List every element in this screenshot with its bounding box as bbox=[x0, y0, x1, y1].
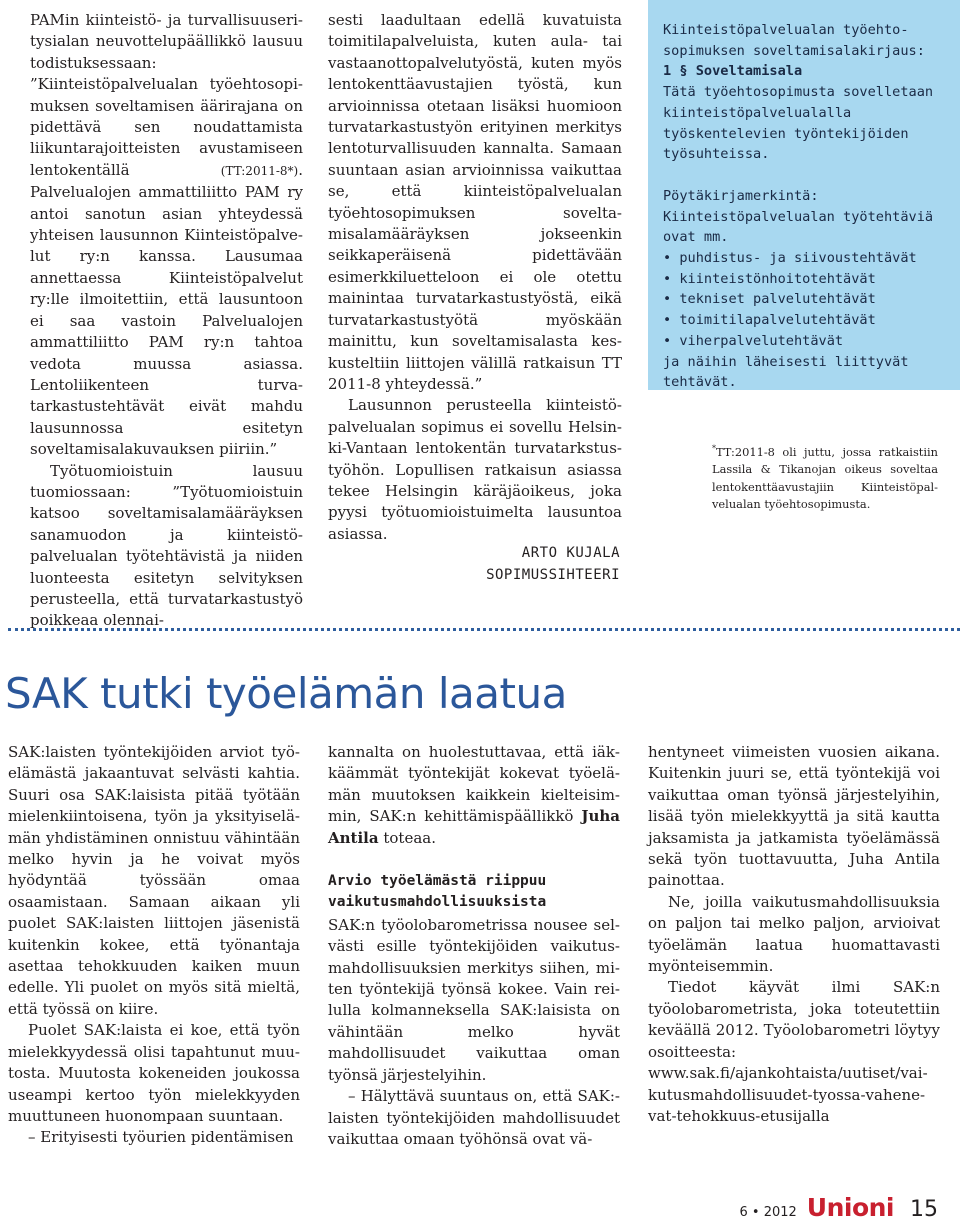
list-item: • toimitilapalvelutehtävät bbox=[663, 310, 946, 331]
sidebar-note-label: Pöytäkirjamerkintä: bbox=[663, 187, 819, 204]
footnote-mark: * bbox=[712, 444, 716, 453]
page-number: 15 bbox=[910, 1197, 938, 1222]
article-col3-paragraph-3: Tiedot käyvät ilmi SAK:n työolobarometrista, joka toteutettiin keväällä 2012. Työolobarometri löytyy osoitteesta: www.sak.fi/ajankohtaista/uutiset/vaikutusmahdollisuudet-tyossa-vahenevat-tehokkuus-etusijalla bbox=[648, 978, 940, 1125]
article-subheading: Arvio työelämästä riippuu vaikutusmahdollisuuksista bbox=[328, 873, 547, 911]
sidebar-box bbox=[648, 0, 960, 390]
author-name: ARTO KUJALA bbox=[521, 545, 620, 561]
article-col1-paragraph-3: – Erityisesti työurien pidentämisen bbox=[28, 1128, 294, 1147]
top-column-1 bbox=[30, 10, 303, 632]
top-column-2 bbox=[328, 10, 622, 545]
sidebar-note-text: Kiinteistöpalvelualan työtehtäviä ovat mm. bbox=[663, 208, 934, 246]
list-item: • tekniset palvelutehtävät bbox=[663, 289, 946, 310]
article-col1-paragraph-1: SAK:laisten työntekijöiden arviot työelämästä jakaantuvat selvästi kahtia. Suuri osa SAK:laisista pitää työtään mielenkiintoisena, työn ja yksityiselämän yhdistäminen onnistuu vähintään melko hyvin ja he voivat myös hyödyntää työssään omaa osaamistaan. Samaan aikaan yli puolet SAK:laisten liittojen jäsenistä kuitenkin kokee, että työnantaja asettaa tehokkuuden kaiken muun edelle. Yli puolet on myös sitä mieltä, että työssä on kiire. bbox=[8, 743, 300, 1018]
list-item: • viherpalvelutehtävät bbox=[663, 331, 946, 352]
author-signature bbox=[470, 542, 620, 586]
sidebar-closing: ja näihin läheisesti liittyvät tehtävät. bbox=[663, 353, 909, 391]
sidebar-intro: Kiinteistöpalvelualan työehtosopimuksen soveltamisalakirjaus: bbox=[663, 22, 925, 59]
article-col2-paragraph-2: SAK:n työolobarometrissa nousee selvästi esille työntekijöiden vaikutusmahdollisuuksien merkitys siihen, miten työntekijä työnsä kokee. Vain reilulla kolmanneksella SAK:laisista on vähintään melko hyvät mahdollisuudet vaikuttaa oman työnsä järjestelyihin. bbox=[328, 915, 620, 1084]
sidebar-section-text: Tätä työehtosopimusta sovelletaan kiinteistöpalvelualalla työskentelevien työntekijöiden työsuhteissa. bbox=[663, 84, 934, 163]
article-column-3 bbox=[648, 742, 940, 1127]
article-col3-paragraph-1: hentyneet viimeisten vuosien aikana. Kuitenkin juuri se, että työntekijä voi vaikuttaa oman työnsä järjestelyihin, lisää työn mielekkyyttä ja sitä kautta jaksamista ja jatkamista työelämässä sekä työn tuottavuutta, Juha Antila painottaa. bbox=[648, 743, 940, 890]
top-col1-paragraph-1: PAMin kiinteistö- ja turvallisuuseritysialan neuvottelupäällikkö lausuu todistuksessaan: ”Kiinteistöpalvelualan työehtosopimuksen soveltamisen äärirajana on pidettävä sen noudattamista liikuntarajoitteisten avustamiseen lentokentällä (TT:2011-8*). Palvelualojen ammattiliitto PAM ry antoi sanotun asian yhteydessä yhteisen lausunnon Kiinteistöpalvelut ry:n kanssa. Lausumaa annettaessa Kiinteistöpalvelut ry:lle ilmoitettiin, että lausuntoon ei saa vastoin Palvelualojen ammattiliitto PAM ry:n tahtoa vedota muussa asiassa. Lentoliikenteen turvatarkastustehtävät eivät mahdu lausunnossa esitetyn soveltamisalakuvauksen piiriin.” bbox=[30, 11, 303, 459]
sidebar-section-title: 1 § Soveltamisala bbox=[663, 63, 803, 80]
issue-number: 6 • 2012 bbox=[739, 1205, 797, 1220]
article-col3-paragraph-2: Ne, joilla vaikutusmahdollisuuksia on paljon tai melko paljon, arvioivat työelämän laatua huomattavasti myönteisemmin. bbox=[648, 892, 940, 976]
article-col2-paragraph-3: – Hälyttävä suuntaus on, että SAK:laisten työntekijöiden mahdollisuudet vaikuttaa omaan työhönsä ovat vä- bbox=[328, 1087, 620, 1148]
article-column-1 bbox=[8, 742, 300, 1149]
top-col1-paragraph-2: Työtuomioistuin lausuu tuomiossaan: ”Työtuomioistuin katsoo soveltamisalamääräyksen sanamuodon ja kiinteistöpalvelualan työtehtävistä ja niiden luonteesta esitetyn selvityksen perusteella, että turvatarkastustyö poikkeaa olennai- bbox=[30, 461, 303, 630]
top-col2-paragraph-2: Lausunnon perusteella kiinteistöpalvelualan sopimus ei sovellu Helsinki-Vantaan lentokentän turvatarkstustyöhön. Lopullisen ratkaisun asiassa tekee Helsingin käräjäoikeus, joka pyysi työtuomioistuimelta lausuntoa asiassa. bbox=[328, 396, 622, 543]
author-role: SOPIMUSSIHTEERI bbox=[486, 567, 620, 583]
list-item: • kiinteistönhoitotehtävät bbox=[663, 269, 946, 290]
sidebar-task-list bbox=[663, 248, 946, 352]
article-headline: SAK tutki työelämän laatua bbox=[5, 669, 567, 718]
article-column-2 bbox=[328, 742, 620, 1150]
magazine-logo: Unioni bbox=[806, 1193, 894, 1222]
article-col1-paragraph-2: Puolet SAK:laista ei koe, että työn mielekkyydessä olisi tapahtunut muutosta. Muutosta kokeneiden joukossa useampi kertoo työn mielekkyyden muuttuneen huonompaan suuntaan. bbox=[8, 1021, 300, 1125]
top-col2-paragraph-1: sesti laadultaan edellä kuvatuista toimitilapalveluista, kuten aula- tai vastaanottopalvelutyöstä, kuten myös lentokenttäavustajien työstä, kun arvioinnissa otetaan lisäksi huomioon turvatarkastustyön erityinen merkitys lentoturvallisuuden kannalta. Samaan suuntaan asian arvioinnissa vaikuttaa se, että kiinteistöpalvelualan työehtosopimuksen soveltamisalamääräyksen jokseenkin seikkaperäisenä pidettävään esimerkkiluetteloon ei ole otettu mainintaa turvatarkastustyöstä, eikä turvatarkastustyötä myöskään mainittu, kun soveltamisalasta keskusteltiin liittojen välillä ratkaisun TT 2011-8 yhteydessä.” bbox=[328, 11, 622, 393]
article-col2-paragraph-1: kannalta on huolestuttavaa, että iäkkäämmät työntekijät kokevat työelämän muutoksen kaikkein kielteisimmin, SAK:n kehittämispäällikkö Juha Antila toteaa. bbox=[328, 743, 620, 847]
person-name: Juha Antila bbox=[328, 807, 620, 847]
footnote-text: TT:2011-8 oli juttu, jossa ratkaistiin Lassila & Tikanojan oikeus soveltaa lentokenttäavustajiin Kiinteistöpalvelualan työehtosopimusta. bbox=[712, 444, 938, 512]
section-divider bbox=[8, 628, 960, 631]
list-item: • puhdistus- ja siivoustehtävät bbox=[663, 248, 946, 269]
footnote bbox=[712, 440, 938, 514]
case-reference: (TT:2011-8*) bbox=[220, 163, 299, 178]
